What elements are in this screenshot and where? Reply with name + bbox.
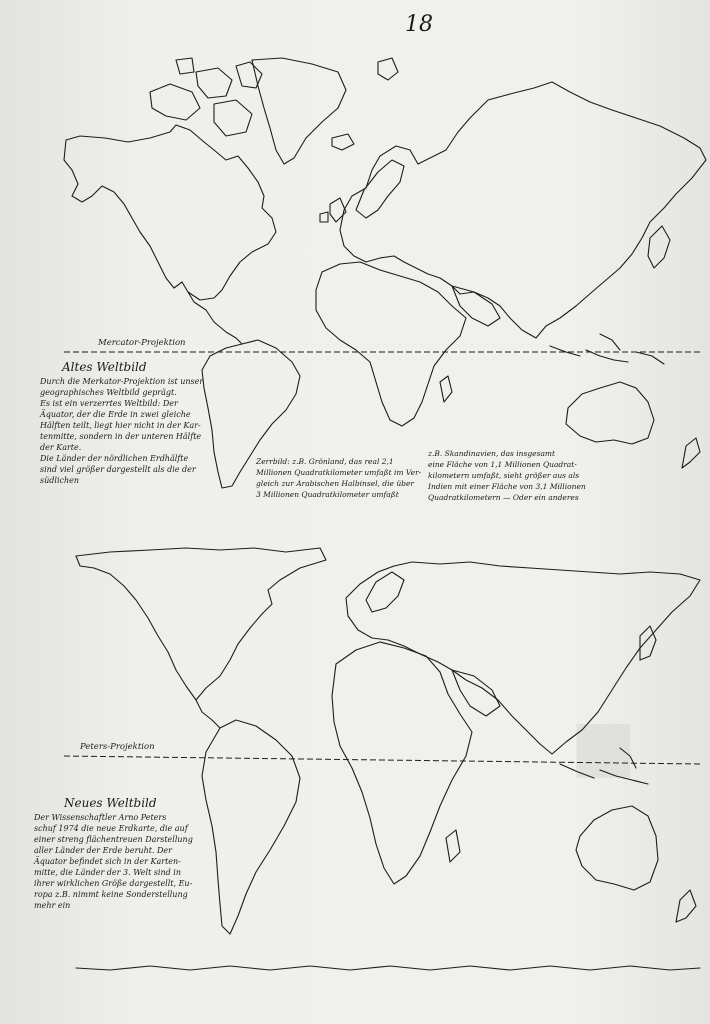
peters-south-america-outline (202, 720, 300, 934)
peters-equator-line (64, 756, 700, 764)
peters-section-title: Neues Weltbild (64, 796, 157, 810)
mercator-section-title: Altes Weltbild (62, 360, 147, 374)
peters-description: Der Wissenschaftler Arno Peters schuf 1974 die neue Erdkarte, die auf einer streng flächentreuen Darstellung aller Länder der Erde beruht. Der Äquator befindet sich in der Karten- mitte, die Länder der 3. Welt sind in ihrer wirklichen Größe dargestellt, Eu- ropa z.B. nimmt keine Sonderstellung mehr ein (34, 813, 193, 910)
greenland-note: Zerrbild: z.B. Grönland, das real 2,1 Millionen Quadratkilometer umfaßt im Ver- gleich zur Arabischen Halbinsel, die über 3 Millionen Quadratkilometer umfaßt (256, 457, 422, 499)
peters-arabia-outline (452, 670, 500, 716)
peters-africa-outline (332, 642, 472, 884)
peters-antarctica-outline (76, 966, 700, 970)
peters-projection-label: Peters-Projektion (80, 742, 155, 752)
show-through-artifact: ■ (570, 704, 637, 786)
peters-madagascar-outline (446, 830, 460, 862)
peters-central-america-outline (196, 700, 220, 728)
scandinavia-note: z.B. Skandinavien, das insgesamt eine Fläche von 1,1 Millionen Quadrat- kilometern umfaßt, sieht größer aus als Indien mit einer Fläche von 3,1 Millionen Quadratkilometern — Oder ein anderes (428, 449, 586, 502)
peters-eurasia-outline (346, 562, 700, 754)
peters-scandinavia-outline (366, 572, 404, 612)
mercator-projection-label: Mercator-Projektion (98, 338, 186, 348)
page-number: 18 (405, 12, 433, 37)
peters-new-zealand-outline (676, 890, 696, 922)
peters-japan-outline (640, 626, 656, 660)
peters-australia-outline (576, 806, 658, 890)
mercator-description: Durch die Merkator-Projektion ist unser geographisches Weltbild geprägt. Es ist ein verzerrtes Weltbild: Der Äquator, der die Erde in zwei gleiche Hälften teilt, liegt hier nicht in der Kar- tenmitte, sondern in der unteren Hälfte der Karte. Die Länder der nördlichen Erdhälfte sind viel größer dargestellt als die der südlichen (40, 377, 204, 485)
peters-north-america-outline (76, 548, 326, 700)
peters-indonesia-outline (560, 748, 648, 784)
